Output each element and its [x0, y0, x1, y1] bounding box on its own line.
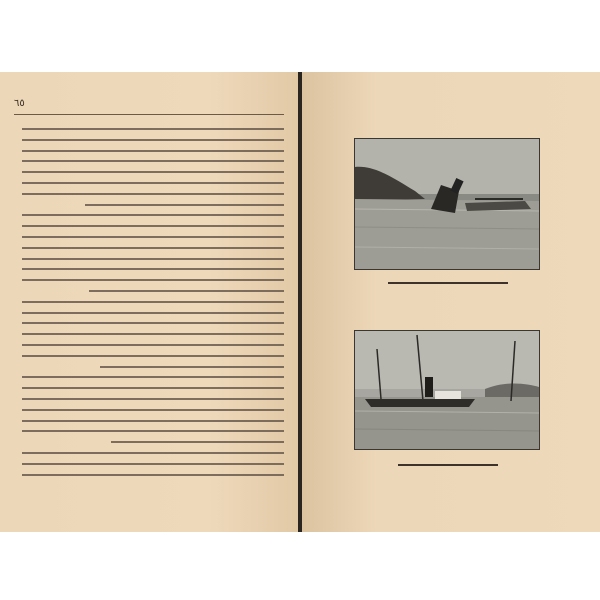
text-line [22, 268, 284, 270]
text-line [22, 160, 284, 162]
text-line [22, 182, 284, 184]
text-line [22, 420, 284, 422]
running-head [14, 98, 284, 110]
text-line [22, 387, 284, 389]
text-line [22, 430, 284, 432]
left-page [0, 72, 298, 532]
caption-2-text-line [398, 464, 498, 466]
text-line [22, 322, 284, 324]
body-text [22, 124, 284, 529]
text-line [22, 258, 284, 260]
text-line [100, 366, 284, 368]
text-line [22, 214, 284, 216]
text-line [22, 463, 284, 465]
text-line [22, 452, 284, 454]
caption-1-text-line [388, 282, 508, 284]
text-line [22, 247, 284, 249]
text-line [22, 236, 284, 238]
text-line [22, 128, 284, 130]
text-line [22, 398, 284, 400]
text-line [22, 344, 284, 346]
text-line [22, 193, 284, 195]
text-line [22, 279, 284, 281]
text-line [22, 355, 284, 357]
text-line [22, 139, 284, 141]
photo-sinking-ship-2 [354, 330, 540, 450]
page-number: ٦٥ [14, 98, 25, 109]
text-line [22, 409, 284, 411]
text-line [22, 376, 284, 378]
text-line [22, 312, 284, 314]
text-line [89, 290, 284, 292]
text-line [22, 150, 284, 152]
text-line [22, 225, 284, 227]
text-line [22, 474, 284, 476]
text-line [85, 204, 284, 206]
text-line [111, 441, 284, 443]
text-line [22, 171, 284, 173]
header-rule [14, 114, 284, 115]
text-line [22, 333, 284, 335]
text-line [22, 301, 284, 303]
photo-sinking-ship-1 [354, 138, 540, 270]
